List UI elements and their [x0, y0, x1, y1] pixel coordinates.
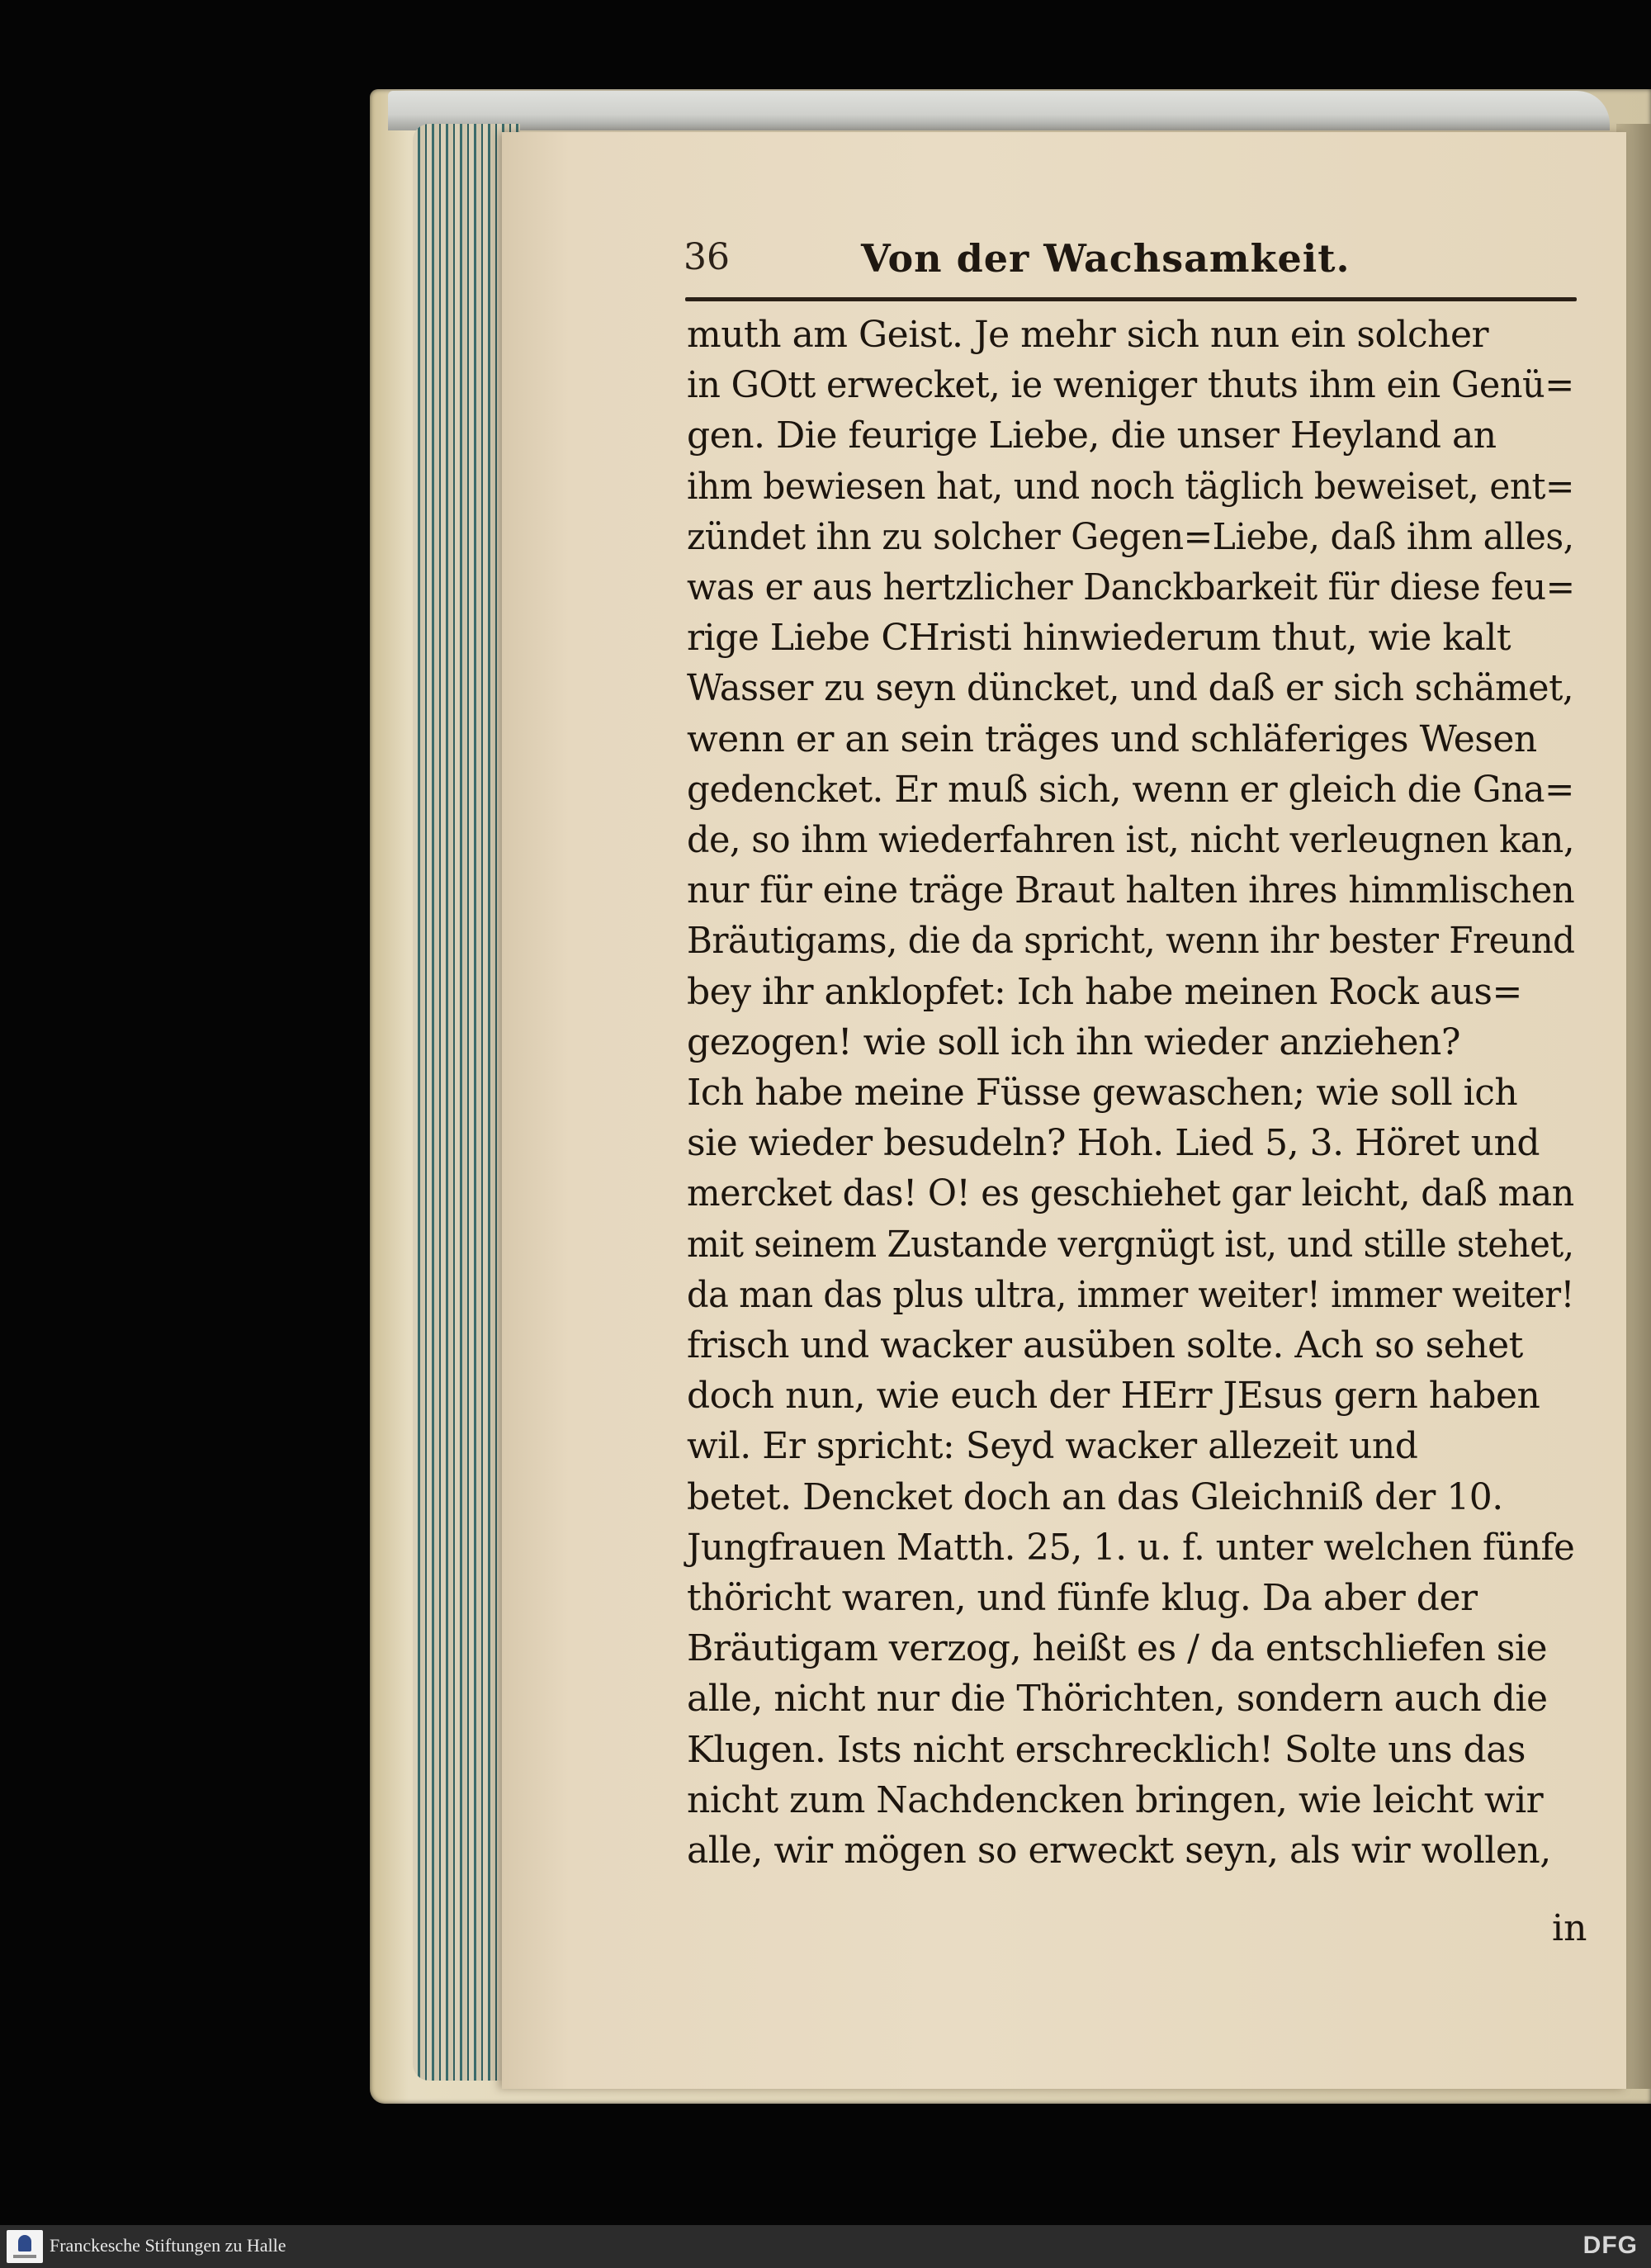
text-line: alle, nicht nur die Thörichten, sondern auch die	[687, 1678, 1548, 1721]
body-text	[687, 310, 1595, 1876]
footer-bar	[0, 2225, 1651, 2268]
text-line: wil. Er spricht: Seyd wacker allezeit und	[687, 1425, 1418, 1468]
text-line: gedencket. Er muß sich, wenn er gleich die Gna=	[687, 768, 1574, 811]
text-line: muth am Geist. Je mehr sich nun ein solcher	[687, 314, 1489, 356]
text-line: ihm bewiesen hat, und noch täglich beweiset, ent=	[687, 465, 1574, 508]
text-line: Jungfrauen Matth. 25, 1. u. f. unter welchen fünfe	[687, 1526, 1575, 1569]
text-line: da man das plus ultra, immer weiter! immer weiter!	[687, 1273, 1574, 1316]
book-top-edge	[388, 91, 1610, 130]
text-line: bey ihr anklopfet: Ich habe meinen Rock aus=	[687, 970, 1522, 1013]
text-line: thöricht waren, und fünfe klug. Da aber der	[687, 1577, 1478, 1620]
catchword: in	[1552, 1907, 1587, 1949]
text-line: rige Liebe CHristi hinwiederum thut, wie kalt	[687, 617, 1511, 660]
text-line: Bräutigams, die da spricht, wenn ihr bester Freund	[687, 920, 1575, 963]
text-line: nur für eine träge Braut halten ihres himmlischen	[687, 869, 1575, 912]
institution-name[interactable]: Franckesche Stiftungen zu Halle	[50, 2235, 286, 2256]
text-line: mercket das! O! es geschiehet gar leicht, daß man	[687, 1172, 1574, 1215]
running-head	[684, 236, 1575, 294]
text-line: de, so ihm wiederfahren ist, nicht verleugnen kan,	[687, 819, 1575, 862]
dfg-logo[interactable]: DFG	[1582, 2232, 1638, 2259]
text-line: Wasser zu seyn düncket, und daß er sich schämet,	[687, 667, 1573, 710]
page-number: 36	[684, 236, 730, 278]
text-line: frisch und wacker ausüben solte. Ach so sehet	[687, 1324, 1523, 1367]
text-line: betet. Dencket doch an das Gleichniß der 10.	[687, 1475, 1503, 1518]
text-line: Bräutigam verzog, heißt es / da entschliefen sie	[687, 1627, 1547, 1670]
text-line: nicht zum Nachdencken bringen, wie leicht wir	[687, 1778, 1544, 1821]
running-title: Von der Wachsamkeit.	[861, 236, 1351, 281]
institution-logo-icon[interactable]	[7, 2230, 43, 2263]
text-line: Ich habe meine Füsse gewaschen; wie soll ich	[687, 1072, 1518, 1115]
text-line: was er aus hertzlicher Danckbarkeit für diese feu=	[687, 566, 1575, 609]
text-line: sie wieder besudeln? Hoh. Lied 5, 3. Höret und	[687, 1122, 1540, 1165]
text-line: gezogen! wie soll ich ihn wieder anziehen?	[687, 1020, 1460, 1063]
text-line: wenn er an sein träges und schläferiges Wesen	[687, 717, 1537, 760]
text-line: zündet ihn zu solcher Gegen=Liebe, daß ihm alles,	[687, 515, 1574, 558]
text-line: in GOtt erwecket, ie weniger thuts ihm ein Genü=	[687, 364, 1574, 407]
text-line: alle, wir mögen so erweckt seyn, als wir wollen,	[687, 1830, 1551, 1873]
text-line: Klugen. Ists nicht erschrecklich! Solte uns das	[687, 1728, 1526, 1771]
text-line: mit seinem Zustande vergnügt ist, und stille stehet,	[687, 1223, 1574, 1266]
header-rule	[685, 297, 1577, 301]
text-line: doch nun, wie euch der HErr JEsus gern haben	[687, 1375, 1540, 1418]
text-line: gen. Die feurige Liebe, die unser Heyland an	[687, 414, 1497, 457]
